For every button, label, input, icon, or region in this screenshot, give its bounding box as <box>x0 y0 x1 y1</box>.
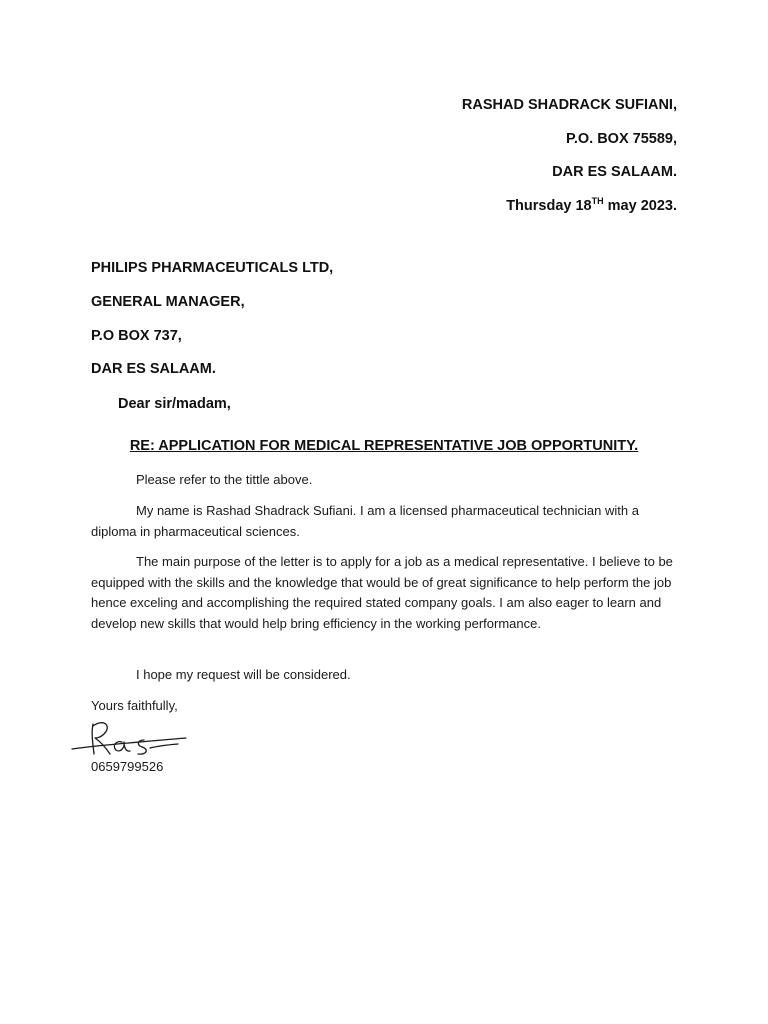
paragraph-3 <box>91 552 677 634</box>
subject-line-container <box>0 435 768 457</box>
paragraph-text: My name is Rashad Shadrack Sufiani. I am a licensed pharmaceutical technician with a diploma in pharmaceutical sciences. <box>91 503 639 539</box>
subject-line: RE: APPLICATION FOR MEDICAL REPRESENTATIVE JOB OPPORTUNITY. <box>129 438 639 454</box>
phone-number: 0659799526 <box>91 759 164 774</box>
paragraph-text: I hope my request will be considered. <box>136 667 351 682</box>
paragraph-1 <box>91 470 677 491</box>
paragraph-text: The main purpose of the letter is to apply for a job as a medical representative. I believe to be equipped with the skills and the knowledge that would be of great significance to help perform the job hence exceling and accomplishing the required stated company goals. I am also eager to learn and develop new skills that would help bring efficiency in the working performance. <box>91 554 673 631</box>
sender-address-block <box>462 94 677 228</box>
date-superscript: TH <box>591 195 604 206</box>
sender-po-box: P.O. BOX 75589, <box>566 130 677 147</box>
recipient-company: PHILIPS PHARMACEUTICALS LTD, <box>91 260 334 276</box>
recipient-city: DAR ES SALAAM. <box>91 361 216 378</box>
letter-date <box>462 195 677 229</box>
recipient-po-box: P.O BOX 737, <box>91 327 182 344</box>
paragraph-2 <box>91 501 677 542</box>
paragraph-text: Please refer to the tittle above. <box>136 472 313 487</box>
closing: Yours faithfully, <box>91 698 178 713</box>
salutation: Dear sir/madam, <box>118 396 231 412</box>
recipient-address-block <box>91 257 333 392</box>
paragraph-4 <box>91 665 677 686</box>
sender-name: RASHAD SHADRACK SUFIANI, <box>461 97 677 113</box>
date-suffix: may 2023. <box>603 197 677 214</box>
sender-city: DAR ES SALAAM. <box>552 164 677 180</box>
handwritten-signature <box>70 712 188 762</box>
recipient-title: GENERAL MANAGER, <box>91 293 245 310</box>
date-prefix: Thursday 18 <box>506 197 592 214</box>
